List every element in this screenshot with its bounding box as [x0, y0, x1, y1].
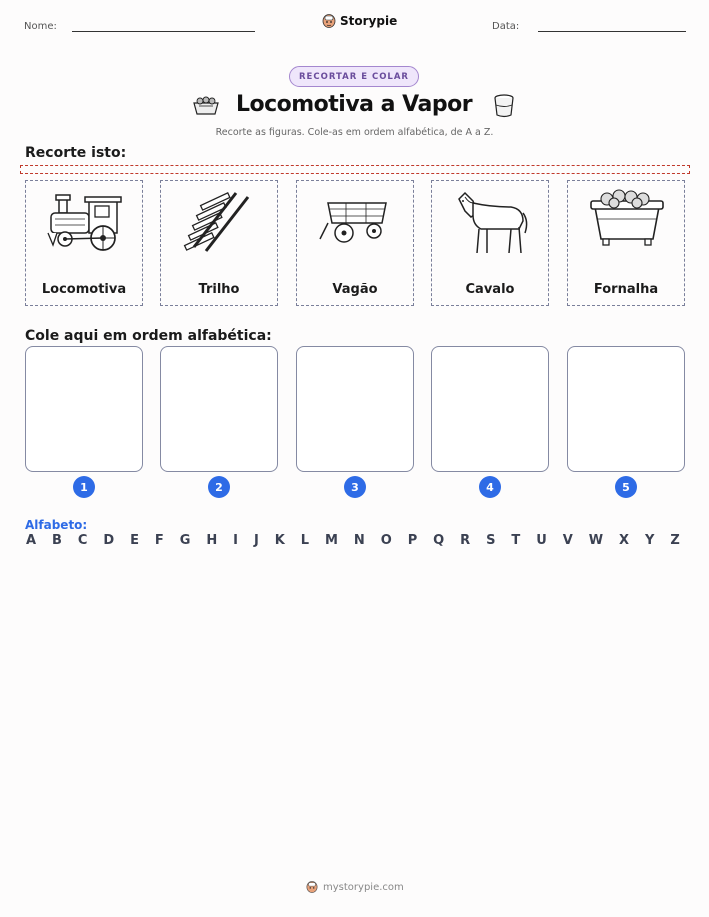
alphabet-letter: O [380, 533, 392, 548]
cut-card[interactable] [431, 180, 549, 306]
cut-line [20, 165, 690, 174]
paste-box-2[interactable] [160, 346, 278, 472]
alphabet-letter: K [274, 533, 285, 548]
activity-badge: RECORTAR E COLAR [289, 66, 419, 87]
brand-logo [322, 13, 397, 29]
cut-card-label: Cavalo [465, 282, 515, 297]
alphabet-letter: J [253, 533, 259, 548]
alphabet-letter: V [562, 533, 573, 548]
name-line[interactable] [72, 31, 255, 32]
date-label: Data: [492, 21, 520, 32]
alphabet-letter: F [154, 533, 164, 548]
paste-box-4[interactable] [431, 346, 549, 472]
alphabet-letter: I [233, 533, 239, 548]
storypie-mascot-icon [306, 880, 318, 894]
paste-section-label: Cole aqui em ordem alfabética: [25, 328, 272, 344]
alphabet-letter: Z [670, 533, 680, 548]
wagon-icon [316, 189, 396, 259]
horse-icon [451, 189, 531, 259]
cut-card[interactable] [25, 180, 143, 306]
coal-bin-icon [191, 95, 221, 117]
alphabet-letter: H [206, 533, 218, 548]
alphabet-row [26, 533, 680, 548]
cut-section-label: Recorte isto: [25, 145, 127, 161]
alphabet-letter: W [588, 533, 604, 548]
alphabet-letter: Q [433, 533, 445, 548]
alphabet-letter: L [300, 533, 310, 548]
cut-card-label: Locomotiva [41, 282, 127, 297]
alphabet-letter: G [179, 533, 191, 548]
alphabet-letter: S [486, 533, 496, 548]
paste-box-5[interactable] [567, 346, 685, 472]
alphabet-label: Alfabeto: [25, 518, 88, 532]
order-number-badge: 2 [208, 476, 230, 498]
brand-name: Storypie [340, 14, 398, 28]
order-number-badge: 4 [479, 476, 501, 498]
alphabet-letter: U [536, 533, 547, 548]
alphabet-letter: A [26, 533, 37, 548]
alphabet-letter: R [460, 533, 471, 548]
alphabet-letter: D [103, 533, 115, 548]
alphabet-letter: B [52, 533, 62, 548]
alphabet-letter: N [353, 533, 365, 548]
cut-card[interactable] [567, 180, 685, 306]
alphabet-letter: C [77, 533, 88, 548]
footer [306, 880, 404, 894]
alphabet-letter: E [130, 533, 139, 548]
page-title: Locomotiva a Vapor [235, 92, 473, 117]
rail-track-icon [180, 189, 260, 259]
cut-card-label: Trilho [198, 282, 240, 297]
coal-bin-icon [587, 189, 667, 259]
order-number-badge: 3 [344, 476, 366, 498]
alphabet-letter: M [324, 533, 338, 548]
cut-card-label: Fornalha [593, 282, 659, 297]
cut-card[interactable] [160, 180, 278, 306]
date-line[interactable] [538, 31, 686, 32]
footer-url[interactable]: mystorypie.com [323, 881, 404, 893]
order-number-badge: 5 [615, 476, 637, 498]
paste-box-1[interactable] [25, 346, 143, 472]
alphabet-letter: X [619, 533, 630, 548]
alphabet-letter: P [407, 533, 418, 548]
instructions: Recorte as figuras. Cole-as em ordem alfabética, de A a Z. [215, 127, 494, 138]
storypie-mascot-icon [322, 13, 336, 29]
cut-card[interactable] [296, 180, 414, 306]
locomotive-icon [45, 189, 125, 259]
cut-card-label: Vagão [332, 282, 378, 297]
alphabet-letter: Y [644, 533, 655, 548]
alphabet-letter: T [511, 533, 521, 548]
bucket-icon [492, 93, 516, 119]
paste-box-3[interactable] [296, 346, 414, 472]
name-label: Nome: [24, 21, 57, 32]
order-number-badge: 1 [73, 476, 95, 498]
